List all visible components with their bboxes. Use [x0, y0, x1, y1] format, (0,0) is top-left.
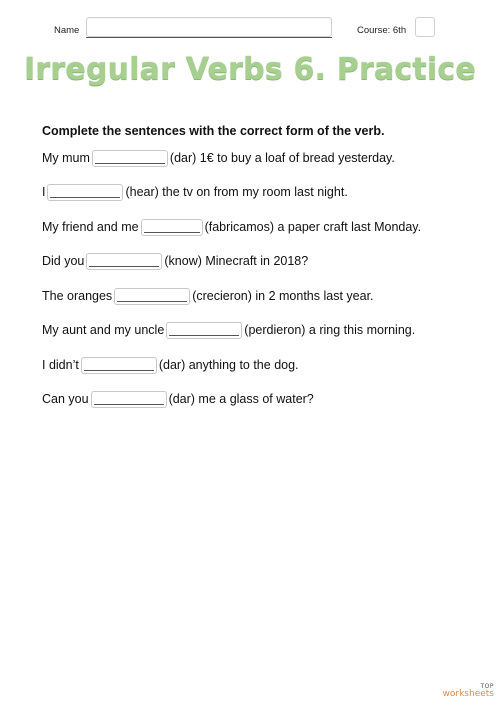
header: [0, 17, 500, 41]
sentence-prefix: Did you: [42, 254, 85, 268]
sentence-5: [42, 285, 374, 307]
answer-input-1[interactable]: [92, 150, 168, 167]
answer-input-8[interactable]: [91, 391, 167, 408]
answer-input-3[interactable]: [141, 219, 203, 236]
course-input[interactable]: [415, 17, 435, 37]
sentence-prefix: My friend and me: [42, 220, 139, 234]
sentence-6: [42, 319, 415, 341]
answer-input-6[interactable]: [166, 322, 242, 339]
sentence-prefix: I: [42, 185, 46, 199]
topworksheets-logo: [443, 684, 494, 699]
sentence-7: [42, 354, 299, 376]
sentence-prefix: My mum: [42, 151, 90, 165]
name-input[interactable]: [86, 17, 332, 37]
sentence-suffix: (crecieron) in 2 months last year.: [192, 289, 374, 303]
sentence-4: [42, 250, 308, 272]
sentence-2: [42, 181, 348, 203]
worksheet-title: Irregular Verbs 6. Practice: [24, 52, 476, 87]
sentence-suffix: (fabricamos) a paper craft last Monday.: [204, 220, 422, 234]
answer-input-7[interactable]: [81, 357, 157, 374]
sentence-3: [42, 216, 421, 238]
sentence-prefix: Can you: [42, 392, 89, 406]
logo-main-text: worksheets: [442, 689, 494, 699]
sentence-suffix: (dar) me a glass of water?: [168, 392, 314, 406]
sentence-1: [42, 147, 395, 169]
answer-input-4[interactable]: [86, 253, 162, 270]
sentence-suffix: (perdieron) a ring this morning.: [244, 323, 416, 337]
sentence-8: [42, 388, 314, 410]
sentence-suffix: (dar) anything to the dog.: [158, 358, 299, 372]
sentence-suffix: (know) Minecraft in 2018?: [164, 254, 309, 268]
course-label: Course: 6th: [357, 25, 407, 36]
instruction-text: Complete the sentences with the correct form of the verb.: [42, 124, 385, 138]
sentence-prefix: My aunt and my uncle: [42, 323, 165, 337]
sentence-prefix: I didn’t: [42, 358, 79, 372]
name-underline: [86, 37, 332, 38]
name-label: Name: [54, 25, 80, 36]
sentence-suffix: (dar) 1€ to buy a loaf of bread yesterday.: [169, 151, 395, 165]
sentence-suffix: (hear) the tv on from my room last night.: [125, 185, 348, 199]
sentence-prefix: The oranges: [42, 289, 113, 303]
logo-top-text: TOP: [480, 683, 494, 690]
answer-input-5[interactable]: [114, 288, 190, 305]
answer-input-2[interactable]: [47, 184, 123, 201]
